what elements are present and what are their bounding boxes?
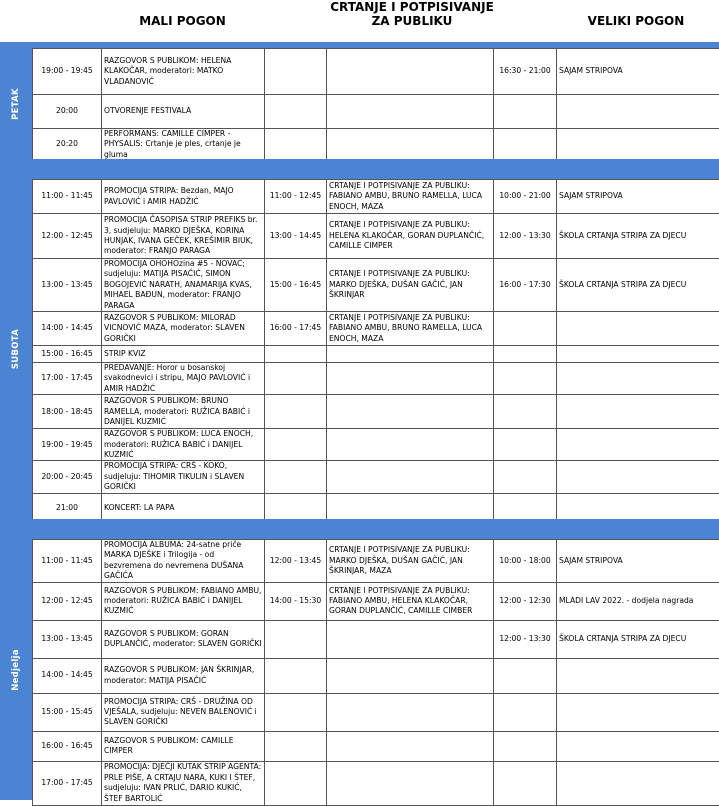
mali-pogon-event: KONCERT: LA PAPA: [102, 493, 265, 523]
schedule-header: [0, 0, 719, 42]
veliki-pogon-event: [557, 761, 719, 805]
mali-pogon-time: 17:00 - 17:45: [33, 363, 102, 395]
mali-pogon-event: PREDAVANJE: Horor u bosanskoj svakodnevici i stripu, MAJO PAVLOVIĆ i AMIR HADŽIĆ: [102, 363, 265, 395]
crtanje-event: [327, 429, 494, 461]
crtanje-event: [327, 95, 494, 129]
mali-pogon-time: 14:00 - 14:45: [33, 312, 102, 346]
veliki-pogon-event: [557, 731, 719, 761]
header-veliki-pogon: VELIKI POGON: [556, 14, 716, 28]
veliki-pogon-event: SAJAM STRIPOVA: [557, 49, 719, 95]
mali-pogon-time: 19:00 - 19:45: [33, 49, 102, 95]
mali-pogon-event: RAZGOVOR S PUBLIKOM: CAMILLE CIMPER: [102, 731, 265, 761]
veliki-pogon-event: SAJAM STRIPOVA: [557, 180, 719, 214]
crtanje-time: [265, 658, 327, 693]
veliki-pogon-time: [494, 346, 557, 363]
schedule-row: [33, 49, 719, 95]
schedule-table: [32, 539, 719, 806]
veliki-pogon-event: MLADI LAV 2022. - dodjela nagrada: [557, 582, 719, 620]
crtanje-event: [327, 761, 494, 805]
veliki-pogon-time: [494, 129, 557, 161]
day-label: PETAK: [0, 48, 32, 159]
crtanje-event: [327, 461, 494, 493]
schedule-row: [33, 461, 719, 493]
mali-pogon-time: 13:00 - 13:45: [33, 259, 102, 312]
schedule-row: [33, 620, 719, 658]
veliki-pogon-event: [557, 461, 719, 493]
mali-pogon-event: PROMOCIJA STRIPA: Bezdan, MAJO PAVLOVIĆ i AMIR HADŽIĆ: [102, 180, 265, 214]
mali-pogon-event: RAZGOVOR S PUBLIKOM: JAN ŠKRINJAR, moderator: MATIJA PISAČIĆ: [102, 658, 265, 693]
veliki-pogon-event: [557, 395, 719, 429]
veliki-pogon-event: [557, 693, 719, 731]
veliki-pogon-event: [557, 658, 719, 693]
veliki-pogon-event: [557, 363, 719, 395]
crtanje-event: [327, 693, 494, 731]
crtanje-time: [265, 693, 327, 731]
mali-pogon-time: 12:00 - 12:45: [33, 214, 102, 259]
mali-pogon-time: 21:00: [33, 493, 102, 523]
mali-pogon-time: 15:00 - 15:45: [33, 693, 102, 731]
veliki-pogon-event: [557, 95, 719, 129]
crtanje-event: CRTANJE I POTPISIVANJE ZA PUBLIKU: FABIANO AMBU, BRUNO RAMELLA, LUCA ENOCH, MAZA: [327, 180, 494, 214]
mali-pogon-time: 20:20: [33, 129, 102, 161]
crtanje-time: 16:00 - 17:45: [265, 312, 327, 346]
header-mali-pogon: MALI POGON: [100, 14, 265, 28]
veliki-pogon-time: [494, 95, 557, 129]
veliki-pogon-time: 16:30 - 21:00: [494, 49, 557, 95]
mali-pogon-time: 16:00 - 16:45: [33, 731, 102, 761]
crtanje-time: [265, 395, 327, 429]
day-block-nedjelja: [0, 539, 719, 800]
crtanje-time: [265, 761, 327, 805]
veliki-pogon-time: 10:00 - 21:00: [494, 180, 557, 214]
veliki-pogon-event: ŠKOLA CRTANJA STRIPA ZA DJECU: [557, 214, 719, 259]
mali-pogon-event: RAZGOVOR S PUBLIKOM: BRUNO RAMELLA, moderatori: RUŽICA BABIĆ i DANIJEL KUZMIĆ: [102, 395, 265, 429]
mali-pogon-event: RAZGOVOR S PUBLIKOM: GORAN DUPLANČIĆ, moderator: SLAVEN GORIČKI: [102, 620, 265, 658]
crtanje-time: [265, 620, 327, 658]
crtanje-event: CRTANJE I POTPISIVANJE ZA PUBLIKU: FABIANO AMBU, BRUNO RAMELLA, LUCA ENOCH, MAZA: [327, 312, 494, 346]
mali-pogon-time: 12:00 - 12:45: [33, 582, 102, 620]
mali-pogon-time: 15:00 - 16:45: [33, 346, 102, 363]
mali-pogon-event: PROMOCIJA ALBUMA: 24-satne priče MARKA DJEŠKE i Trilogija - od bezvremena do nevremena DUŠANA GAČIĆA: [102, 540, 265, 583]
crtanje-event: CRTANJE I POTPISIVANJE ZA PUBLIKU: MARKO DJEŠKA, DUŠAN GAČIĆ, JAN ŠKRINJAR, MAZA: [327, 540, 494, 583]
crtanje-time: 15:00 - 16:45: [265, 259, 327, 312]
crtanje-event: [327, 49, 494, 95]
schedule-row: [33, 540, 719, 583]
veliki-pogon-event: ŠKOLA CRTANJA STRIPA ZA DJECU: [557, 259, 719, 312]
schedule-row: [33, 214, 719, 259]
veliki-pogon-time: [494, 429, 557, 461]
crtanje-time: [265, 461, 327, 493]
schedule-row: [33, 582, 719, 620]
mali-pogon-time: 13:00 - 13:45: [33, 620, 102, 658]
mali-pogon-time: 20:00 - 20:45: [33, 461, 102, 493]
day-label: Nedjelja: [0, 539, 32, 800]
mali-pogon-time: 14:00 - 14:45: [33, 658, 102, 693]
header-crtanje: CRTANJE I POTPISIVANJE ZA PUBLIKU: [328, 0, 496, 28]
crtanje-time: [265, 95, 327, 129]
day-block-petak: [0, 48, 719, 159]
schedule-row: [33, 731, 719, 761]
day-block-subota: [0, 179, 719, 519]
crtanje-time: 13:00 - 14:45: [265, 214, 327, 259]
veliki-pogon-event: [557, 346, 719, 363]
schedule-row: [33, 180, 719, 214]
schedule-row: [33, 429, 719, 461]
mali-pogon-time: 19:00 - 19:45: [33, 429, 102, 461]
mali-pogon-event: RAZGOVOR S PUBLIKOM: MILORAD VICNOVIĆ MAZA, moderator: SLAVEN GORIČKI: [102, 312, 265, 346]
crtanje-time: [265, 363, 327, 395]
crtanje-event: [327, 363, 494, 395]
veliki-pogon-time: [494, 395, 557, 429]
veliki-pogon-time: [494, 761, 557, 805]
crtanje-event: CRTANJE I POTPISIVANJE ZA PUBLIKU: HELENA KLAKOČAR, GORAN DUPLANČIĆ, CAMILLE CIMPER: [327, 214, 494, 259]
veliki-pogon-event: [557, 129, 719, 161]
mali-pogon-time: 11:00 - 11:45: [33, 180, 102, 214]
schedule-row: [33, 312, 719, 346]
mali-pogon-event: PROMOCIJA STRIPA: CRŠ - KOKO, sudjeluju: TIHOMIR TIKULIN i SLAVEN GORIČKI: [102, 461, 265, 493]
mali-pogon-event: PROMOCIJA STRIPA: CRŠ - DRUŽINA OD VJEŠALA, sudjeluju: NEVEN BALENOVIĆ i SLAVEN GORIČKI: [102, 693, 265, 731]
mali-pogon-event: PROMOCIJA OHOHOzina #5 - NOVAC; sudjeluju: MATIJA PISAČIĆ, SIMON BOGOJEVIĆ NARATH, ANAMARIJA KVAS, MIHAEL BAĐUN, moderator: FRANJO PARAGA: [102, 259, 265, 312]
crtanje-event: CRTANJE I POTPISIVANJE ZA PUBLIKU: FABIANO AMBU, HELENA KLAKOČAR, GORAN DUPLANČIĆ, CAMILLE CIMBER: [327, 582, 494, 620]
schedule-row: [33, 658, 719, 693]
veliki-pogon-time: [494, 312, 557, 346]
mali-pogon-event: RAZGOVOR S PUBLIKOM: HELENA KLAKOČAR, moderatori: MATKO VLADANOVIĆ: [102, 49, 265, 95]
schedule-row: [33, 259, 719, 312]
mali-pogon-event: RAZGOVOR S PUBLIKOM: FABIANO AMBU, moderatori: RUŽICA BABIĆ i DANIJEL KUZMIĆ: [102, 582, 265, 620]
crtanje-time: [265, 49, 327, 95]
mali-pogon-time: 17:00 - 17:45: [33, 761, 102, 805]
mali-pogon-time: 20:00: [33, 95, 102, 129]
schedule-row: [33, 693, 719, 731]
section-divider: [0, 159, 719, 179]
schedule-table: [32, 48, 719, 161]
veliki-pogon-time: 12:00 - 13:30: [494, 214, 557, 259]
crtanje-event: [327, 129, 494, 161]
schedule-row: [33, 395, 719, 429]
mali-pogon-event: PERFORMANS: CAMILLE CIMPER - PHYSALIS: Crtanje je ples, crtanje je gluma: [102, 129, 265, 161]
crtanje-event: [327, 346, 494, 363]
mali-pogon-event: PROMOCIJA: DJEČJI KUTAK STRIP AGENTA: PRLE PIŠE, A CRTAJU NARA, KUKI I ŠTEF, sudjeluju: IVAN PRLIĆ, DARIO KUKIĆ, ŠTEF BARTOLIĆ: [102, 761, 265, 805]
crtanje-time: 11:00 - 12:45: [265, 180, 327, 214]
crtanje-time: 14:00 - 15:30: [265, 582, 327, 620]
veliki-pogon-time: [494, 363, 557, 395]
veliki-pogon-event: SAJAM STRIPOVA: [557, 540, 719, 583]
veliki-pogon-time: [494, 461, 557, 493]
mali-pogon-event: RAZGOVOR S PUBLIKOM: LUCA ENOCH, moderatori: RUŽICA BABIĆ i DANIJEL KUZMIĆ: [102, 429, 265, 461]
veliki-pogon-time: [494, 693, 557, 731]
schedule-row: [33, 129, 719, 161]
schedule-row: [33, 761, 719, 805]
crtanje-event: [327, 658, 494, 693]
mali-pogon-event: OTVORENJE FESTIVALA: [102, 95, 265, 129]
crtanje-event: [327, 395, 494, 429]
veliki-pogon-time: 16:00 - 17:30: [494, 259, 557, 312]
veliki-pogon-time: 10:00 - 18:00: [494, 540, 557, 583]
schedule-table: [32, 179, 719, 524]
veliki-pogon-time: 12:00 - 13:30: [494, 620, 557, 658]
veliki-pogon-event: [557, 312, 719, 346]
section-divider: [0, 519, 719, 539]
schedule-row: [33, 363, 719, 395]
veliki-pogon-time: 12:00 - 12:30: [494, 582, 557, 620]
mali-pogon-event: STRIP KVIZ: [102, 346, 265, 363]
veliki-pogon-event: ŠKOLA CRTANJA STRIPA ZA DJECU: [557, 620, 719, 658]
crtanje-time: [265, 346, 327, 363]
crtanje-time: 12:00 - 13:45: [265, 540, 327, 583]
schedule-row: [33, 95, 719, 129]
mali-pogon-event: PROMOCIJA ČASOPISA STRIP PREFIKS br. 3, sudjeluju: MARKO DJEŠKA, KORINA HUNJAK, IVANA GEČEK, KREŠIMIR BIUK, moderator: FRANJO PARAGA: [102, 214, 265, 259]
mali-pogon-time: 18:00 - 18:45: [33, 395, 102, 429]
day-label: SUBOTA: [0, 179, 32, 519]
veliki-pogon-event: [557, 429, 719, 461]
crtanje-event: [327, 731, 494, 761]
veliki-pogon-time: [494, 658, 557, 693]
crtanje-event: [327, 620, 494, 658]
crtanje-time: [265, 731, 327, 761]
mali-pogon-time: 11:00 - 11:45: [33, 540, 102, 583]
crtanje-time: [265, 429, 327, 461]
schedule-row: [33, 346, 719, 363]
veliki-pogon-time: [494, 731, 557, 761]
crtanje-event: CRTANJE I POTPISIVANJE ZA PUBLIKU: MARKO DJEŠKA, DUŠAN GAČIĆ, JAN ŠKRINJAR: [327, 259, 494, 312]
crtanje-time: [265, 129, 327, 161]
